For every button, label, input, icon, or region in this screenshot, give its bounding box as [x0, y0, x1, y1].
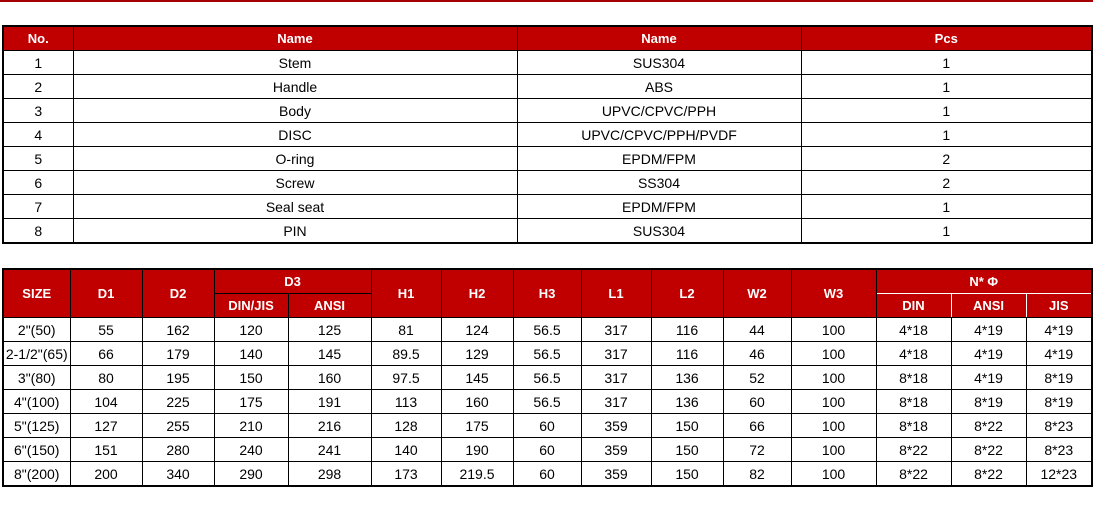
table-cell: 116	[651, 342, 723, 366]
table-row	[3, 99, 1092, 123]
table-cell: 140	[371, 438, 441, 462]
table-cell: 12*23	[1026, 462, 1092, 487]
table-cell: Body	[73, 99, 517, 123]
col-header-nphi-ansi: ANSI	[951, 294, 1026, 318]
col-header-w3: W3	[791, 269, 876, 318]
col-header-h1: H1	[371, 269, 441, 318]
table-cell: 4*19	[951, 342, 1026, 366]
table-cell: 1	[801, 219, 1092, 244]
table-cell: Stem	[73, 51, 517, 75]
table-cell: 8*18	[876, 366, 951, 390]
table-cell: ABS	[517, 75, 801, 99]
table-cell: 55	[70, 318, 142, 342]
table-cell: 8*19	[1026, 390, 1092, 414]
dimensions-table	[2, 268, 1093, 487]
dimensions-table-body	[3, 318, 1092, 487]
table-cell: 1	[3, 51, 73, 75]
table-cell: 56.5	[513, 390, 581, 414]
table-cell: SS304	[517, 171, 801, 195]
table-cell: 150	[651, 462, 723, 487]
table-cell: 5"(125)	[3, 414, 70, 438]
col-header-d3-group: D3	[214, 269, 371, 294]
table-cell: 8*22	[951, 414, 1026, 438]
parts-list-table	[2, 25, 1093, 244]
table-cell: 2	[801, 171, 1092, 195]
table-cell: 240	[214, 438, 288, 462]
dims-header-row-top	[3, 269, 1092, 294]
table-cell: 100	[791, 318, 876, 342]
table-cell: UPVC/CPVC/PPH	[517, 99, 801, 123]
table-cell: EPDM/FPM	[517, 147, 801, 171]
table-cell: 72	[723, 438, 791, 462]
table-cell: 56.5	[513, 366, 581, 390]
col-header-l2: L2	[651, 269, 723, 318]
table-cell: 145	[441, 366, 513, 390]
table-cell: 151	[70, 438, 142, 462]
table-cell: 7	[3, 195, 73, 219]
table-cell: 175	[214, 390, 288, 414]
col-header-nphi-group: N* Φ	[876, 269, 1092, 294]
table-cell: 225	[142, 390, 214, 414]
table-cell: 317	[581, 366, 651, 390]
table-cell: 1	[801, 51, 1092, 75]
table-cell: 89.5	[371, 342, 441, 366]
table-cell: 100	[791, 414, 876, 438]
col-header-nphi-din: DIN	[876, 294, 951, 318]
table-cell: 2"(50)	[3, 318, 70, 342]
table-cell: 100	[791, 390, 876, 414]
col-header-material-name: Name	[517, 26, 801, 51]
table-cell: 8*22	[876, 438, 951, 462]
table-cell: 128	[371, 414, 441, 438]
table-cell: 4*19	[1026, 318, 1092, 342]
table-cell: 66	[70, 342, 142, 366]
table-cell: 82	[723, 462, 791, 487]
table-cell: 5	[3, 147, 73, 171]
table-cell: 1	[801, 123, 1092, 147]
table-row	[3, 342, 1092, 366]
table-cell: 60	[513, 462, 581, 487]
table-row	[3, 147, 1092, 171]
table-cell: 162	[142, 318, 214, 342]
table-cell: 80	[70, 366, 142, 390]
table-cell: 8*19	[1026, 366, 1092, 390]
table-cell: 160	[441, 390, 513, 414]
table-row	[3, 123, 1092, 147]
col-header-pcs: Pcs	[801, 26, 1092, 51]
table-row	[3, 51, 1092, 75]
table-cell: 8*19	[951, 390, 1026, 414]
table-cell: 1	[801, 195, 1092, 219]
table-cell: 4*19	[951, 366, 1026, 390]
col-header-d1: D1	[70, 269, 142, 318]
table-cell: 8*23	[1026, 438, 1092, 462]
table-row	[3, 438, 1092, 462]
top-divider-rule	[0, 0, 1093, 2]
table-cell: 173	[371, 462, 441, 487]
table-cell: 4	[3, 123, 73, 147]
table-cell: 8*22	[951, 462, 1026, 487]
table-cell: UPVC/CPVC/PPH/PVDF	[517, 123, 801, 147]
table-cell: 4*19	[1026, 342, 1092, 366]
table-cell: 195	[142, 366, 214, 390]
table-cell: 4*18	[876, 342, 951, 366]
table-cell: 160	[288, 366, 371, 390]
table-cell: 8*18	[876, 414, 951, 438]
table-cell: 190	[441, 438, 513, 462]
table-cell: 200	[70, 462, 142, 487]
table-cell: 317	[581, 318, 651, 342]
table-cell: 216	[288, 414, 371, 438]
table-cell: 1	[801, 75, 1092, 99]
col-header-l1: L1	[581, 269, 651, 318]
table-cell: 2-1/2"(65)	[3, 342, 70, 366]
table-cell: 125	[288, 318, 371, 342]
col-header-part-name: Name	[73, 26, 517, 51]
table-cell: 120	[214, 318, 288, 342]
table-cell: 179	[142, 342, 214, 366]
table-cell: 359	[581, 438, 651, 462]
table-cell: 2	[3, 75, 73, 99]
col-header-d3-ansi: ANSI	[288, 294, 371, 318]
table-cell: 136	[651, 366, 723, 390]
table-cell: 46	[723, 342, 791, 366]
table-cell: 3"(80)	[3, 366, 70, 390]
table-cell: 100	[791, 366, 876, 390]
table-cell: 127	[70, 414, 142, 438]
table-cell: 8"(200)	[3, 462, 70, 487]
table-row	[3, 462, 1092, 487]
table-cell: 60	[513, 414, 581, 438]
table-cell: 136	[651, 390, 723, 414]
table-row	[3, 195, 1092, 219]
table-cell: 60	[513, 438, 581, 462]
table-cell: 100	[791, 462, 876, 487]
table-cell: 100	[791, 438, 876, 462]
col-header-d2: D2	[142, 269, 214, 318]
table-row	[3, 219, 1092, 244]
table-cell: 104	[70, 390, 142, 414]
table-cell: Seal seat	[73, 195, 517, 219]
table-cell: 8	[3, 219, 73, 244]
table-cell: 150	[214, 366, 288, 390]
table-cell: 210	[214, 414, 288, 438]
col-header-h2: H2	[441, 269, 513, 318]
table-cell: 8*18	[876, 390, 951, 414]
col-header-w2: W2	[723, 269, 791, 318]
table-cell: 8*22	[951, 438, 1026, 462]
table-cell: 4*19	[951, 318, 1026, 342]
table-row	[3, 414, 1092, 438]
table-row	[3, 366, 1092, 390]
table-cell: 359	[581, 414, 651, 438]
table-cell: 280	[142, 438, 214, 462]
table-cell: 81	[371, 318, 441, 342]
table-cell: 1	[801, 99, 1092, 123]
table-cell: O-ring	[73, 147, 517, 171]
table-cell: 298	[288, 462, 371, 487]
table-cell: 317	[581, 390, 651, 414]
table-cell: 219.5	[441, 462, 513, 487]
table-cell: 150	[651, 414, 723, 438]
table-cell: 140	[214, 342, 288, 366]
table-cell: 359	[581, 462, 651, 487]
table-row	[3, 390, 1092, 414]
table-cell: 124	[441, 318, 513, 342]
table-cell: 100	[791, 342, 876, 366]
table-cell: 241	[288, 438, 371, 462]
table-cell: Screw	[73, 171, 517, 195]
table-row	[3, 171, 1092, 195]
table-cell: 129	[441, 342, 513, 366]
table-cell: 4"(100)	[3, 390, 70, 414]
table-cell: 60	[723, 390, 791, 414]
table-cell: 6	[3, 171, 73, 195]
parts-header-row	[3, 26, 1092, 51]
table-row	[3, 318, 1092, 342]
col-header-size: SIZE	[3, 269, 70, 318]
parts-table-body	[3, 51, 1092, 244]
col-header-nphi-jis: JIS	[1026, 294, 1092, 318]
table-cell: 3	[3, 99, 73, 123]
table-cell: 8*23	[1026, 414, 1092, 438]
table-cell: 255	[142, 414, 214, 438]
table-cell: 6"(150)	[3, 438, 70, 462]
col-header-no: No.	[3, 26, 73, 51]
table-cell: Handle	[73, 75, 517, 99]
table-cell: 8*22	[876, 462, 951, 487]
table-cell: 113	[371, 390, 441, 414]
table-cell: 56.5	[513, 318, 581, 342]
table-cell: 191	[288, 390, 371, 414]
table-cell: 150	[651, 438, 723, 462]
table-cell: DISC	[73, 123, 517, 147]
table-cell: 97.5	[371, 366, 441, 390]
table-cell: SUS304	[517, 219, 801, 244]
table-row	[3, 75, 1092, 99]
table-cell: 175	[441, 414, 513, 438]
table-cell: 66	[723, 414, 791, 438]
table-cell: 44	[723, 318, 791, 342]
table-cell: 317	[581, 342, 651, 366]
col-header-d3-din-jis: DIN/JIS	[214, 294, 288, 318]
table-cell: 145	[288, 342, 371, 366]
table-cell: 116	[651, 318, 723, 342]
table-cell: PIN	[73, 219, 517, 244]
table-cell: 2	[801, 147, 1092, 171]
table-cell: SUS304	[517, 51, 801, 75]
table-cell: 340	[142, 462, 214, 487]
table-cell: 4*18	[876, 318, 951, 342]
table-cell: 56.5	[513, 342, 581, 366]
table-cell: 52	[723, 366, 791, 390]
table-cell: EPDM/FPM	[517, 195, 801, 219]
table-cell: 290	[214, 462, 288, 487]
col-header-h3: H3	[513, 269, 581, 318]
